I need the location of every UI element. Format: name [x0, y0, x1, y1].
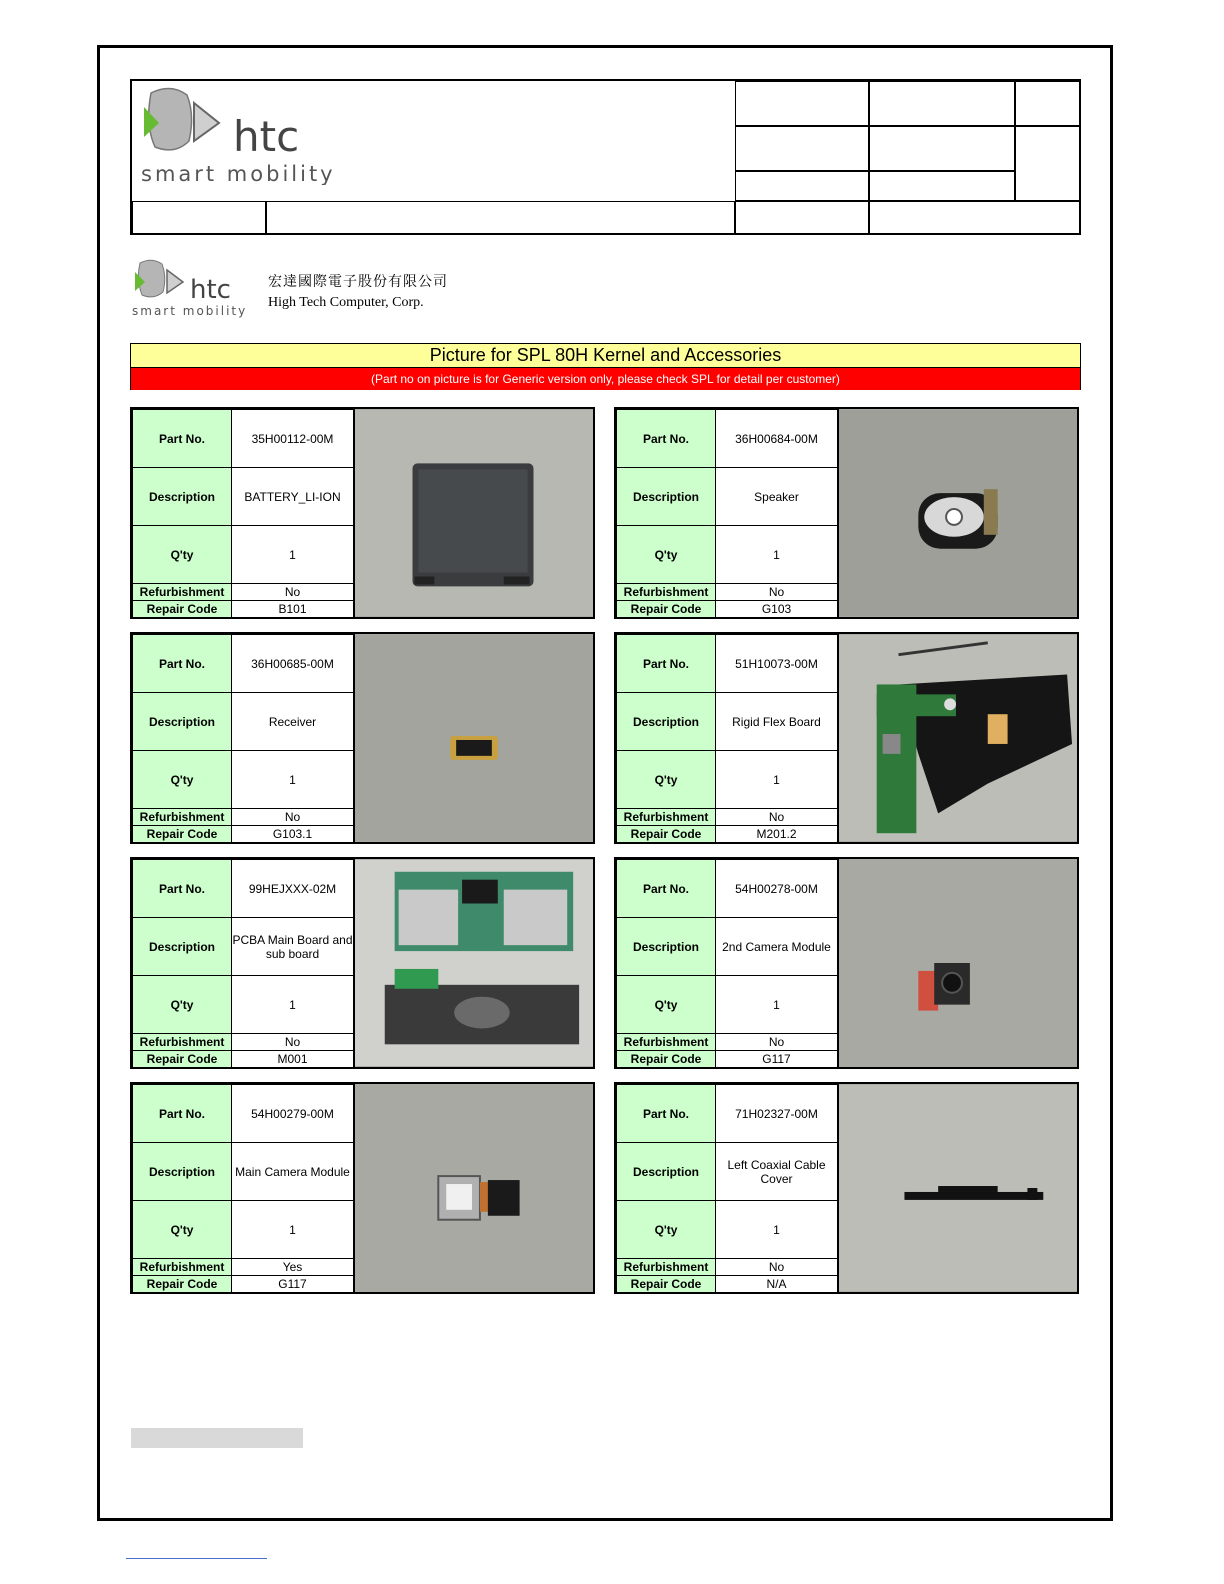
- qty-label: Q'ty: [617, 976, 716, 1034]
- part-no-value: 71H02327-00M: [716, 1085, 838, 1143]
- page-subtitle: (Part no on picture is for Generic version only, please check SPL for detail per customer): [131, 368, 1080, 390]
- header-cell: [735, 171, 869, 201]
- description-label: Description: [617, 918, 716, 976]
- part-row-qty: [133, 751, 354, 809]
- part-no-value: 36H00684-00M: [716, 410, 838, 468]
- qty-value: 1: [716, 526, 838, 584]
- refurbishment-value: No: [716, 584, 838, 601]
- part-row-repair-code: [133, 826, 354, 843]
- refurbishment-value: No: [232, 1034, 354, 1051]
- part-row-qty: [617, 526, 838, 584]
- part-row-part-no: [617, 860, 838, 918]
- part-row-description: [617, 468, 838, 526]
- part-no-label: Part No.: [133, 860, 232, 918]
- header-cell: [1015, 126, 1081, 201]
- qty-value: 1: [232, 526, 354, 584]
- repair-code-label: Repair Code: [617, 826, 716, 843]
- refurbishment-label: Refurbishment: [617, 809, 716, 826]
- part-row-repair-code: [617, 1051, 838, 1068]
- description-value: BATTERY_LI-ION: [232, 468, 354, 526]
- header-cell: [735, 126, 869, 171]
- part-row-part-no: [133, 1085, 354, 1143]
- htc-logo: [137, 85, 352, 185]
- repair-code-value: G103.1: [232, 826, 354, 843]
- part-row-refurbishment: [133, 1034, 354, 1051]
- part-card: [130, 857, 595, 1069]
- part-row-repair-code: [133, 1276, 354, 1293]
- part-row-refurbishment: [617, 809, 838, 826]
- part-row-repair-code: [617, 826, 838, 843]
- part-row-refurbishment: [133, 1259, 354, 1276]
- description-label: Description: [617, 1143, 716, 1201]
- refurbishment-value: No: [716, 1259, 838, 1276]
- header-cell: [869, 81, 1015, 126]
- part-row-qty: [133, 526, 354, 584]
- part-row-part-no: [617, 410, 838, 468]
- header-cell: [735, 81, 869, 126]
- part-card: [130, 632, 595, 844]
- header-cell: [869, 126, 1015, 171]
- header-cell: [266, 201, 735, 235]
- part-no-label: Part No.: [133, 410, 232, 468]
- htc-logo-brand: htc: [233, 112, 300, 161]
- part-no-label: Part No.: [617, 860, 716, 918]
- part-table: [132, 409, 354, 618]
- header-cell: [1015, 81, 1081, 126]
- description-label: Description: [133, 1143, 232, 1201]
- description-label: Description: [617, 468, 716, 526]
- part-table: [132, 859, 354, 1068]
- part-no-value: 99HEJXXX-02M: [232, 860, 354, 918]
- repair-code-label: Repair Code: [133, 1276, 232, 1293]
- repair-code-label: Repair Code: [133, 601, 232, 618]
- qty-label: Q'ty: [133, 526, 232, 584]
- part-row-repair-code: [133, 601, 354, 618]
- part-no-value: 54H00279-00M: [232, 1085, 354, 1143]
- part-row-part-no: [617, 635, 838, 693]
- repair-code-label: Repair Code: [617, 1276, 716, 1293]
- part-row-part-no: [617, 1085, 838, 1143]
- part-no-label: Part No.: [133, 635, 232, 693]
- qty-value: 1: [232, 976, 354, 1034]
- qty-label: Q'ty: [617, 751, 716, 809]
- part-photo-receiver: [354, 634, 593, 842]
- part-row-qty: [617, 751, 838, 809]
- header-cell: [869, 201, 1081, 235]
- part-no-value: 35H00112-00M: [232, 410, 354, 468]
- company-name: [268, 273, 448, 313]
- qty-label: Q'ty: [617, 526, 716, 584]
- htc-logo-small-tagline: smart mobility: [132, 304, 248, 318]
- qty-value: 1: [232, 751, 354, 809]
- refurbishment-value: No: [232, 584, 354, 601]
- part-row-description: [133, 693, 354, 751]
- refurbishment-label: Refurbishment: [617, 1259, 716, 1276]
- part-no-value: 36H00685-00M: [232, 635, 354, 693]
- repair-code-value: N/A: [716, 1276, 838, 1293]
- part-photo-main-board: [354, 859, 593, 1067]
- part-row-qty: [617, 1201, 838, 1259]
- part-row-part-no: [133, 410, 354, 468]
- qty-label: Q'ty: [617, 1201, 716, 1259]
- part-table: [132, 1084, 354, 1293]
- qty-label: Q'ty: [133, 751, 232, 809]
- part-row-repair-code: [617, 601, 838, 618]
- part-card: [614, 1082, 1079, 1294]
- part-card: [130, 1082, 595, 1294]
- qty-label: Q'ty: [133, 976, 232, 1034]
- part-no-label: Part No.: [133, 1085, 232, 1143]
- part-table: [616, 859, 838, 1068]
- description-label: Description: [133, 693, 232, 751]
- description-label: Description: [133, 918, 232, 976]
- part-row-description: [133, 918, 354, 976]
- part-table: [616, 409, 838, 618]
- repair-code-value: G117: [232, 1276, 354, 1293]
- footer-gray-bar: [131, 1428, 303, 1448]
- repair-code-value: M201.2: [716, 826, 838, 843]
- description-value: Main Camera Module: [232, 1143, 354, 1201]
- part-no-label: Part No.: [617, 1085, 716, 1143]
- part-photo-camera-2nd: [838, 859, 1077, 1067]
- htc-logo-small: [130, 258, 265, 320]
- part-photo-flex-board: [838, 634, 1077, 842]
- header-cell: [132, 201, 266, 235]
- part-row-part-no: [133, 860, 354, 918]
- part-no-value: 54H00278-00M: [716, 860, 838, 918]
- part-row-refurbishment: [617, 1259, 838, 1276]
- refurbishment-label: Refurbishment: [617, 1034, 716, 1051]
- part-row-description: [133, 468, 354, 526]
- qty-value: 1: [716, 976, 838, 1034]
- repair-code-value: M001: [232, 1051, 354, 1068]
- header-cell: [735, 201, 869, 235]
- part-row-refurbishment: [617, 584, 838, 601]
- part-row-qty: [617, 976, 838, 1034]
- refurbishment-label: Refurbishment: [133, 1034, 232, 1051]
- part-card: [614, 632, 1079, 844]
- refurbishment-value: Yes: [232, 1259, 354, 1276]
- part-row-description: [617, 918, 838, 976]
- title-bar: [130, 343, 1081, 390]
- page-title: Picture for SPL 80H Kernel and Accessories: [131, 344, 1080, 368]
- part-row-qty: [133, 976, 354, 1034]
- htc-logo-small-brand: htc: [190, 275, 231, 305]
- part-photo-cable-cover: [838, 1084, 1077, 1292]
- repair-code-value: G103: [716, 601, 838, 618]
- qty-value: 1: [716, 1201, 838, 1259]
- part-photo-battery: [354, 409, 593, 617]
- description-value: Left Coaxial Cable Cover: [716, 1143, 838, 1201]
- part-row-description: [617, 1143, 838, 1201]
- refurbishment-value: No: [716, 809, 838, 826]
- company-chinese-name: 宏達國際電子股份有限公司: [268, 275, 448, 290]
- qty-value: 1: [232, 1201, 354, 1259]
- part-row-description: [617, 693, 838, 751]
- refurbishment-label: Refurbishment: [133, 809, 232, 826]
- refurbishment-label: Refurbishment: [133, 1259, 232, 1276]
- part-row-refurbishment: [133, 809, 354, 826]
- htc-logo-tagline: smart mobility: [141, 162, 336, 185]
- refurbishment-value: No: [716, 1034, 838, 1051]
- part-row-repair-code: [617, 1276, 838, 1293]
- part-table: [132, 634, 354, 843]
- part-card: [614, 857, 1079, 1069]
- document-header: [130, 79, 1081, 235]
- qty-value: 1: [716, 751, 838, 809]
- description-label: Description: [617, 693, 716, 751]
- footer-link-line: [126, 1558, 267, 1559]
- refurbishment-label: Refurbishment: [133, 584, 232, 601]
- repair-code-value: B101: [232, 601, 354, 618]
- part-no-label: Part No.: [617, 635, 716, 693]
- part-card: [130, 407, 595, 619]
- part-table: [616, 1084, 838, 1293]
- part-row-refurbishment: [617, 1034, 838, 1051]
- repair-code-label: Repair Code: [617, 1051, 716, 1068]
- part-photo-camera-main: [354, 1084, 593, 1292]
- part-row-part-no: [133, 635, 354, 693]
- refurbishment-label: Refurbishment: [617, 584, 716, 601]
- part-table: [616, 634, 838, 843]
- part-no-value: 51H10073-00M: [716, 635, 838, 693]
- part-card: [614, 407, 1079, 619]
- description-value: 2nd Camera Module: [716, 918, 838, 976]
- part-row-refurbishment: [133, 584, 354, 601]
- description-value: PCBA Main Board and sub board: [232, 918, 354, 976]
- repair-code-value: G117: [716, 1051, 838, 1068]
- part-row-qty: [133, 1201, 354, 1259]
- repair-code-label: Repair Code: [617, 601, 716, 618]
- part-row-description: [133, 1143, 354, 1201]
- description-label: Description: [133, 468, 232, 526]
- part-row-repair-code: [133, 1051, 354, 1068]
- repair-code-label: Repair Code: [133, 826, 232, 843]
- refurbishment-value: No: [232, 809, 354, 826]
- company-english-name: High Tech Computer, Corp.: [268, 295, 424, 310]
- description-value: Rigid Flex Board: [716, 693, 838, 751]
- qty-label: Q'ty: [133, 1201, 232, 1259]
- part-photo-speaker: [838, 409, 1077, 617]
- part-no-label: Part No.: [617, 410, 716, 468]
- header-cell: [869, 171, 1015, 201]
- description-value: Speaker: [716, 468, 838, 526]
- repair-code-label: Repair Code: [133, 1051, 232, 1068]
- description-value: Receiver: [232, 693, 354, 751]
